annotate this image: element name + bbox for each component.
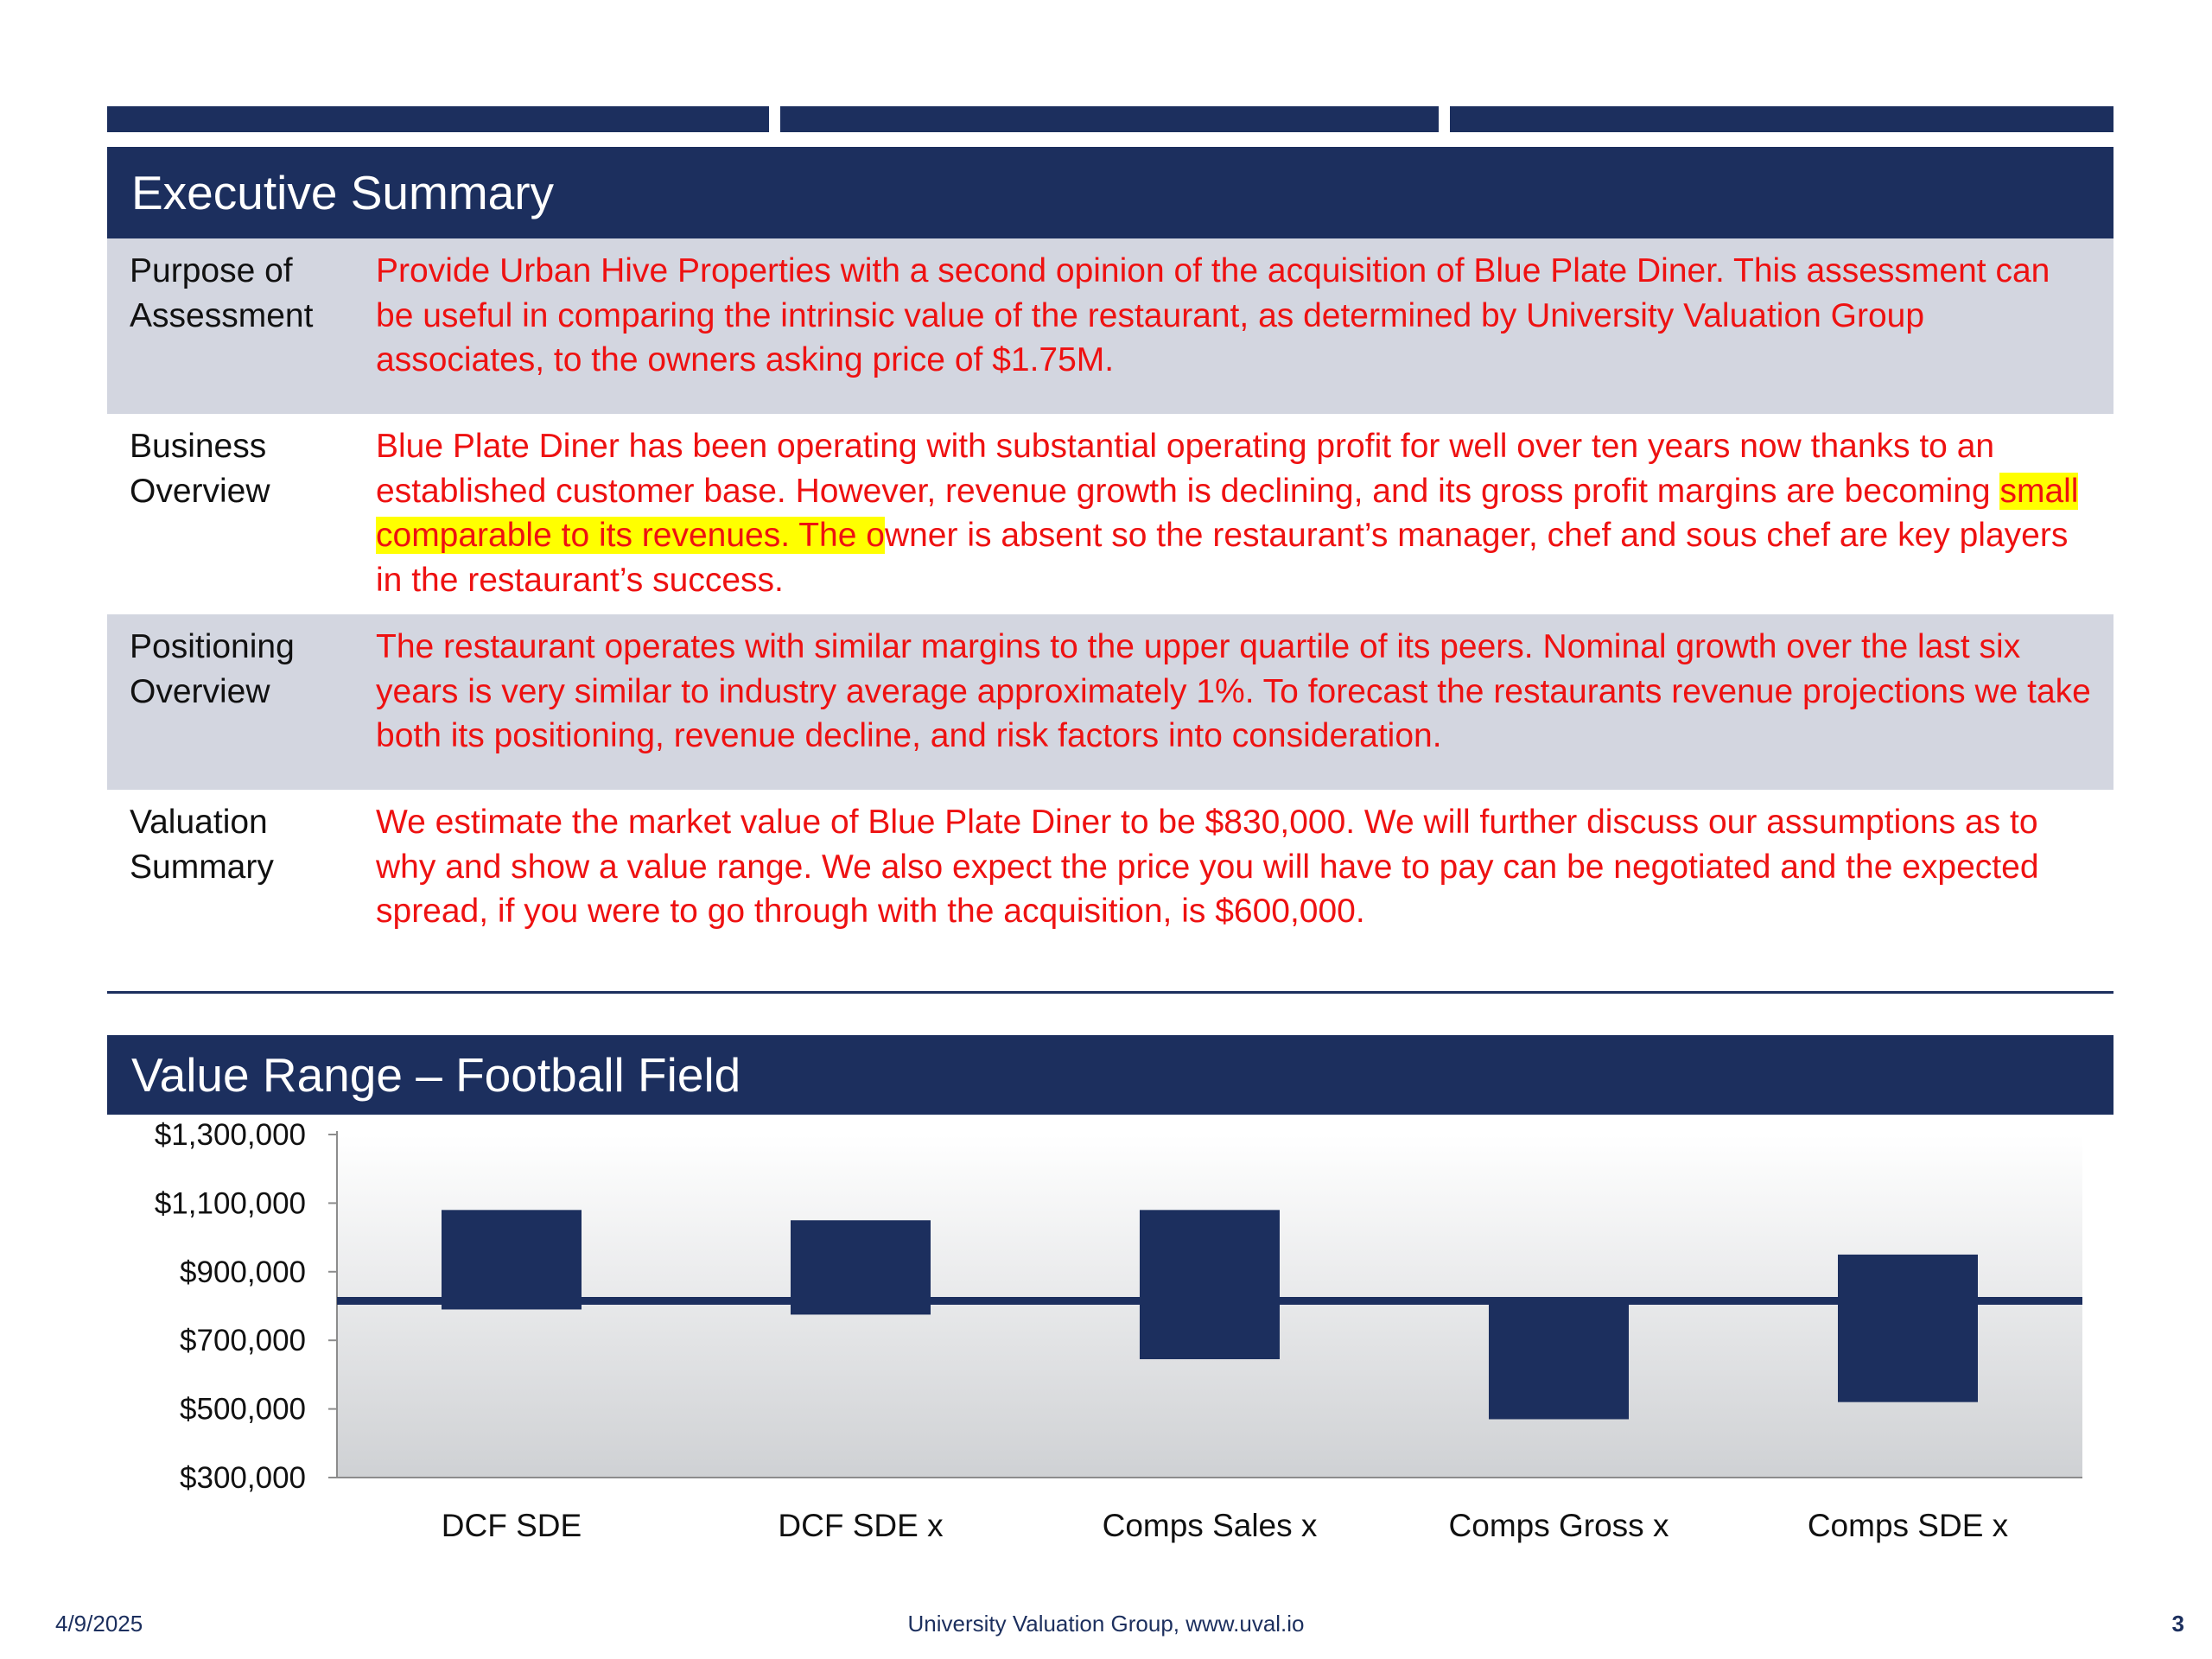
y-tick-label: $1,300,000 bbox=[154, 1118, 306, 1152]
value-range-title: Value Range – Football Field bbox=[107, 1035, 2113, 1115]
x-tick-label: Comps SDE x bbox=[1807, 1508, 2009, 1543]
range-bar bbox=[1489, 1300, 1629, 1420]
row-text-part: Blue Plate Diner has been operating with substantial operating profit for well over ten years now thanks to an established customer base. However, revenue growth is declining, and its gross profit margins are becoming bbox=[376, 428, 2000, 510]
row-label: Valuation Summary bbox=[130, 804, 274, 886]
y-tick-label: $900,000 bbox=[180, 1255, 306, 1289]
executive-summary-title: Executive Summary bbox=[107, 147, 2113, 238]
y-tick-label: $300,000 bbox=[180, 1461, 306, 1495]
row-label: Purpose of Assessment bbox=[130, 252, 314, 334]
row-text: The restaurant operates with similar margins to the upper quartile of its peers. Nominal growth over the last six years is very similar to industry average approximately 1%. To forecast the restaurants revenue projections we take both its positioning, revenue decline, and risk factors into consideration. bbox=[376, 628, 2091, 754]
range-bar bbox=[1140, 1210, 1280, 1359]
y-tick-label: $1,100,000 bbox=[154, 1186, 306, 1221]
range-bar bbox=[442, 1210, 582, 1309]
footer-date: 4/9/2025 bbox=[55, 1611, 143, 1637]
row-label: Positioning Overview bbox=[130, 628, 295, 710]
highlighted-text: small comparable to its revenues. The o bbox=[376, 472, 2079, 554]
x-tick-label: DCF SDE x bbox=[778, 1508, 944, 1543]
y-tick-label: $700,000 bbox=[180, 1324, 306, 1358]
range-bar bbox=[1838, 1255, 1978, 1402]
page-number: 3 bbox=[2171, 1611, 2184, 1637]
row-label: Business Overview bbox=[130, 428, 270, 510]
footer-source: University Valuation Group, www.uval.io bbox=[907, 1611, 1305, 1637]
row-text-part: wner is absent so the restaurant’s manager, chef and sous chef are key players in the restaurant’s success. bbox=[376, 517, 2069, 599]
x-tick-label: Comps Gross x bbox=[1448, 1508, 1669, 1543]
row-text: We estimate the market value of Blue Plate Diner to be $830,000. We will further discuss our assumptions as to why and show a value range. We also expect the price you will have to pay can be negotiated and the expected spread, if you were to go through with the acquisition, is $600,000. bbox=[376, 804, 2039, 930]
x-tick-label: DCF SDE bbox=[441, 1508, 582, 1543]
y-tick-label: $500,000 bbox=[180, 1392, 306, 1427]
x-tick-label: Comps Sales x bbox=[1102, 1508, 1318, 1543]
row-text: Provide Urban Hive Properties with a second opinion of the acquisition of Blue Plate Diner. This assessment can be useful in comparing the intrinsic value of the restaurant, as determined by University Valuation Group associates, to the owners asking price of $1.75M. bbox=[376, 252, 2050, 378]
